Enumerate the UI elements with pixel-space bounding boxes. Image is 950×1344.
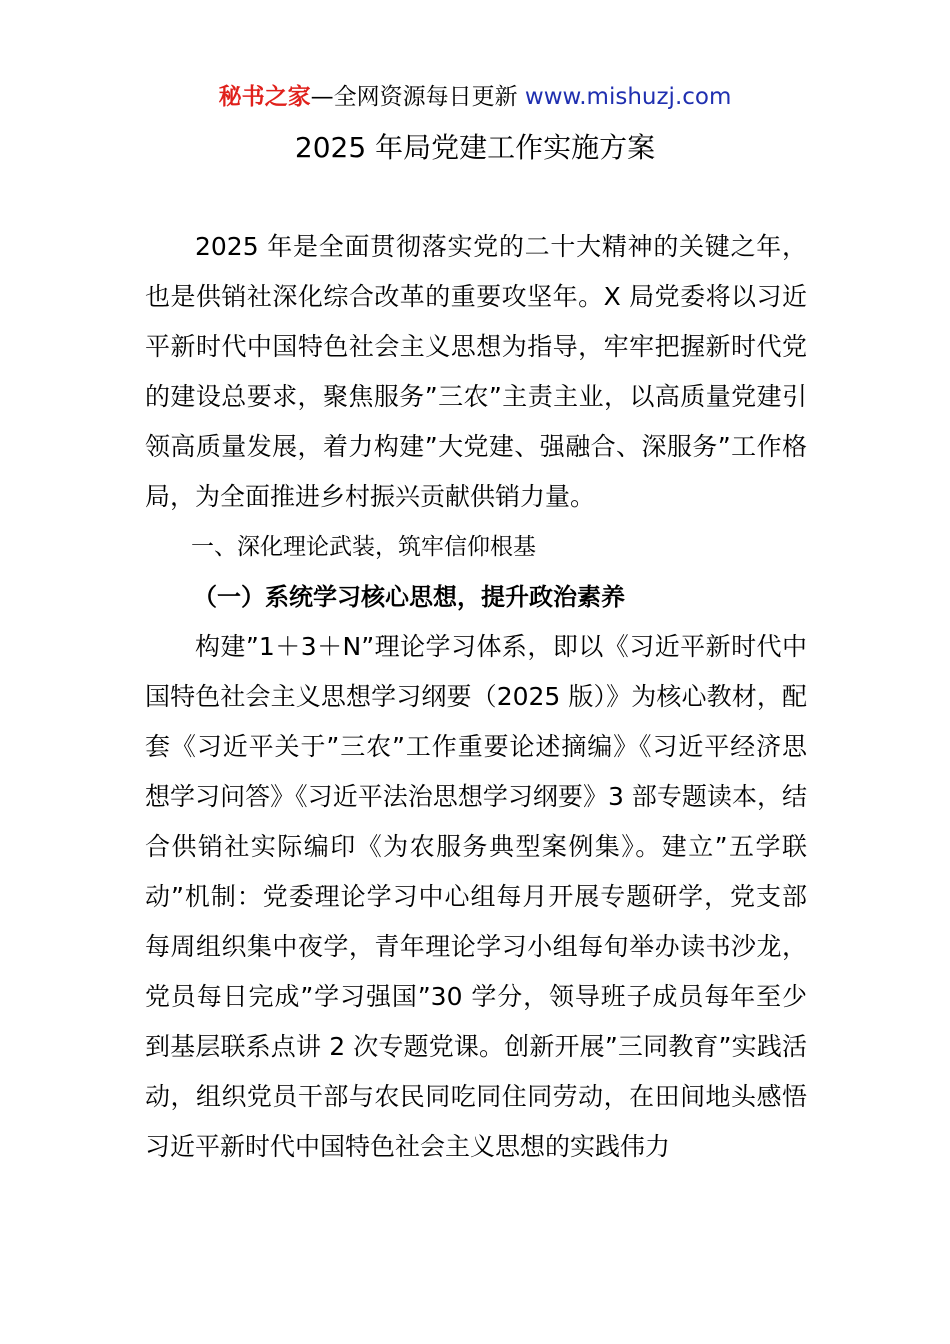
- body-paragraph: 构建”1＋3＋N”理论学习体系，即以《习近平新时代中国特色社会主义思想学习纲要（2025 版）》为核心教材，配套《习近平关于”三农”工作重要论述摘编》《习近平经济思想学习问答》《习近平法治思想学习纲要》3 部专题读本，结合供销社实际编印《为农服务典型案例集》。建立”五学联动”机制：党委理论学习中心组每月开展专题研学，党支部每周组织集中夜学，青年理论学习小组每旬举办读书沙龙，党员每日完成”学习强国”30 学分，领导班子成员每年至少到基层联系点讲 2 次专题党课。创新开展”三同教育”实践活动，组织党员干部与农民同吃同住同劳动，在田间地头感悟习近平新时代中国特色社会主义思想的实践伟力: [145, 632, 807, 1161]
- section-heading: 一、深化理论武装，筑牢信仰根基: [191, 534, 536, 560]
- subsection-heading: （一）系统学习核心思想，提升政治素养: [193, 583, 625, 611]
- intro-paragraph: 2025 年是全面贯彻落实党的二十大精神的关键之年，也是供销社深化综合改革的重要攻坚年。X 局党委将以习近平新时代中国特色社会主义思想为指导，牢牢把握新时代党的建设总要求，聚焦服务”三农”主责主业，以高质量党建引领高质量发展，着力构建”大党建、强融合、深服务”工作格局，为全面推进乡村振兴贡献供销力量。: [145, 232, 807, 511]
- site-url-link[interactable]: www.mishuzj.com: [524, 84, 732, 110]
- site-header: [0, 82, 950, 112]
- site-brand: 秘书之家: [218, 84, 311, 110]
- document-body: [145, 222, 807, 1172]
- document-title: 2025 年局党建工作实施方案: [294, 131, 656, 164]
- site-slogan: —全网资源每日更新: [310, 84, 525, 110]
